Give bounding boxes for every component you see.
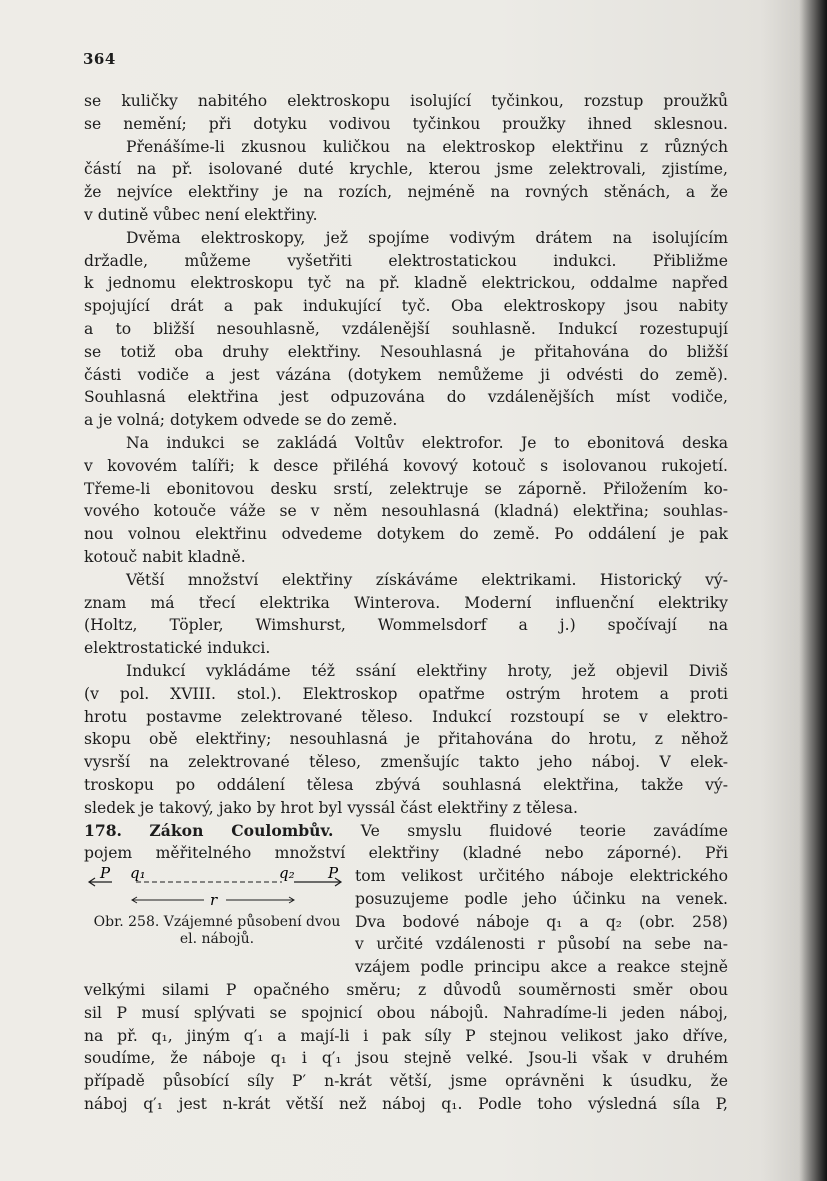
label-p-right: P xyxy=(328,864,339,882)
text-line: soudíme, že náboje q₁ i q′₁ jsou stejně velké. Jsou-li však v druhém xyxy=(84,1049,728,1068)
section-number: 178. xyxy=(84,820,122,840)
text-line: v dutině vůbec není elektřiny. xyxy=(84,205,318,224)
text-line: že nejvíce elektřiny je na rozích, nejméně na rovných stěnách, a že xyxy=(84,183,728,202)
paragraphs-bottom xyxy=(84,979,728,1116)
text-line: se totiž oba druhy elektřiny. Nesouhlasná je přitahována do bližší xyxy=(84,342,728,361)
text-line: náboj q′₁ jest n-krát větší než náboj q₁. Podle toho výsledná síla P, xyxy=(84,1095,728,1114)
section-line-2: pojem měřitelného množství elektřiny (kladné nebo záporné). Při xyxy=(84,844,728,863)
label-q1: q₁ xyxy=(130,864,146,882)
text-line: se kuličky nabitého elektroskopu isolující tyčinkou, rozstup proužků xyxy=(84,92,728,110)
text-line: Přenášíme-li zkusnou kuličkou na elektroskop elektřinu z různých xyxy=(126,137,728,156)
label-q2: q₂ xyxy=(279,864,295,882)
text-line: se nemění; při dotyku vodivou tyčinkou proužky ihned sklesnou. xyxy=(84,114,728,133)
text-line: Třeme-li ebonitovou desku srstí, zelektruje se záporně. Přiložením ko- xyxy=(84,479,728,498)
text-line: troskopu po oddálení tělesa zbývá souhlasná elektřina, takže vý- xyxy=(84,775,728,794)
page-number: 364 xyxy=(83,50,116,68)
text-line: v kovovém talíři; k desce přiléhá kovový kotouč s isolovanou rukojetí. xyxy=(84,456,728,475)
paragraphs-top xyxy=(84,90,728,820)
text-line: tom velikost určitého náboje elektrického xyxy=(355,867,728,886)
text-line: v určité vzdálenosti r působí na sebe na- xyxy=(355,935,728,954)
text-line: nou volnou elektřinu odvedeme dotykem do země. Po oddálení je pak xyxy=(84,525,728,544)
text-line: části vodiče a jest vázána (dotykem nemůžeme ji odvésti do země). xyxy=(84,365,728,384)
text-line: elektrostatické indukci. xyxy=(84,639,271,658)
section-title: Zákon Coulombův. xyxy=(149,820,334,840)
text-line: případě působící síly P′ n-krát větší, jsme oprávněni k úsudku, že xyxy=(84,1072,728,1091)
text-line: posuzujeme podle jeho účinku na venek. xyxy=(355,889,728,908)
text-line: znam má třecí elektrika Winterova. Moderní influenční elektriky xyxy=(84,593,728,612)
text-line: na př. q₁, jiným q′₁ a mají-li i pak síly P stejnou velikost jako dříve, xyxy=(84,1026,728,1045)
text-line: k jednomu elektroskopu tyč na př. kladně elektrickou, oddalme napřed xyxy=(84,274,728,293)
text-line: (Holtz, Töpler, Wimshurst, Wommelsdorf a j.) spočívají na xyxy=(84,616,728,635)
text-line: Dva bodové náboje q₁ a q₂ (obr. 258) xyxy=(355,912,728,931)
book-binding-shadow xyxy=(799,0,827,1181)
text-line: držadle, můžeme vyšetřiti elektrostatickou indukci. Přibližme xyxy=(84,251,728,270)
figure-258 xyxy=(86,862,348,972)
text-line: Dvěma elektroskopy, jež spojíme vodivým drátem na isolujícím xyxy=(126,228,728,247)
text-line: vysrší na zelektrované těleso, zmenšujíc takto jeho náboj. V elek- xyxy=(84,753,728,772)
section-line-rest: Ve smyslu fluidové teorie zavádíme xyxy=(360,821,728,840)
text-line: a to bližší nesouhlasně, vzdálenější souhlasně. Indukcí rozestupují xyxy=(84,319,728,338)
text-line: kotouč nabit kladně. xyxy=(84,547,246,566)
text-line: sil P musí splývati se spojnicí obou nábojů. Nahradíme-li jeden náboj, xyxy=(84,1003,728,1022)
text-line: Indukcí vykládáme též ssání elektřiny hroty, jež objevil Diviš xyxy=(126,661,728,680)
text-line: velkými silami P opačného směru; z důvodů souměrnosti směr obou xyxy=(84,981,728,1000)
text-line: sledek je takový, jako by hrot byl vyssál část elektřiny z tělesa. xyxy=(84,798,578,817)
text-line: Větší množství elektřiny získáváme elektrikami. Historický vý- xyxy=(126,570,728,589)
text-line: vzájem podle principu akce a reakce stejně xyxy=(355,958,728,977)
section-heading-line xyxy=(84,820,728,843)
text-line: částí na př. isolované duté krychle, kterou jsme zelektrovali, zjistíme, xyxy=(84,160,728,179)
text-line: hrotu postavme zelektrované těleso. Indukcí rozstoupí se v elektro- xyxy=(84,707,728,726)
figure-diagram xyxy=(86,862,348,912)
label-r: r xyxy=(210,891,218,909)
text-line: spojující drát a pak indukující tyč. Oba elektroskopy jsou nabity xyxy=(84,297,728,316)
label-p-left: P xyxy=(100,864,111,882)
text-line: vového kotouče váže se v něm nesouhlasná (kladná) elektřina; souhlas- xyxy=(84,502,728,521)
text-line: a je volná; dotykem odvede se do země. xyxy=(84,411,398,430)
text-line: Na indukci se zakládá Voltův elektrofor. Je to ebonitová deska xyxy=(126,433,728,452)
text-line: Souhlasná elektřina jest odpuzována do vzdálenějších míst vodiče, xyxy=(84,388,728,407)
text-line: skopu obě elektřiny; nesouhlasná je přitahována do hrotu, z něhož xyxy=(84,730,728,749)
figure-caption: Obr. 258. Vzájemné působení dvou el. nábojů. xyxy=(93,914,341,947)
text-line: (v pol. XVIII. stol.). Elektroskop opatřme ostrým hrotem a proti xyxy=(84,684,728,703)
